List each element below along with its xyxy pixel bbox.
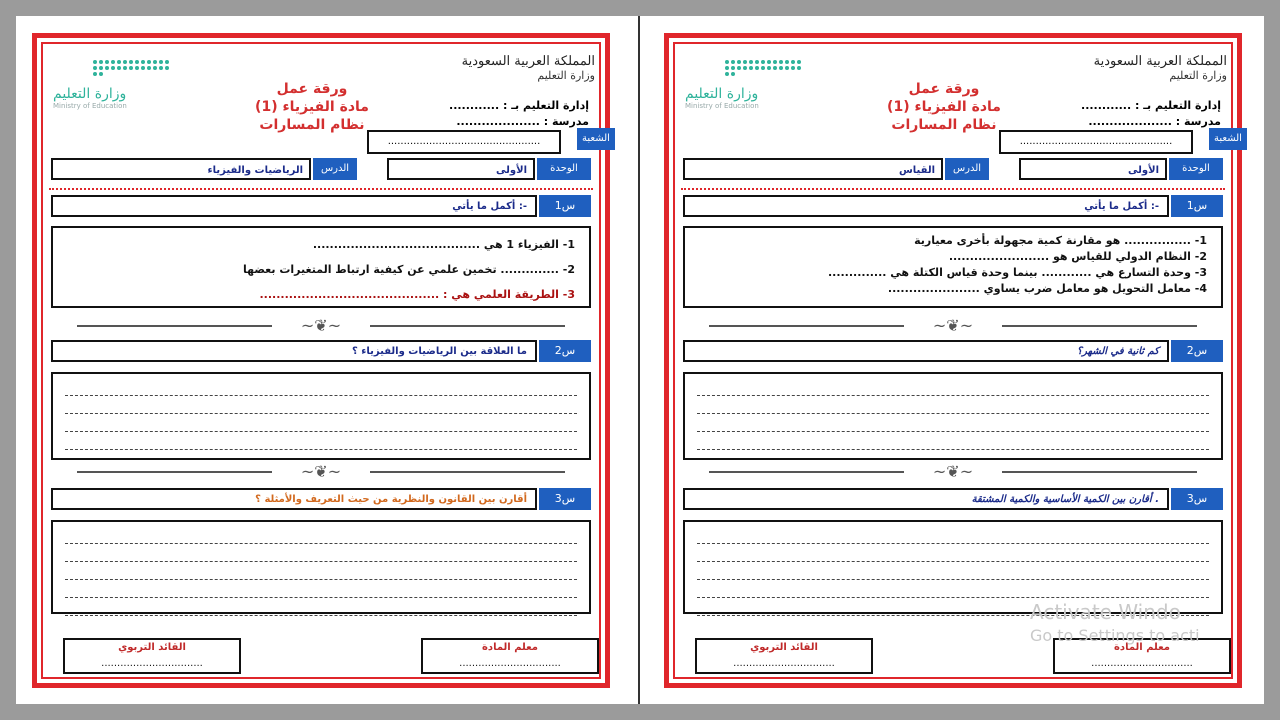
title-line-3: نظام المسارات: [259, 117, 365, 133]
answer-2-box[interactable]: [51, 372, 591, 460]
admin-info: [1081, 98, 1221, 130]
section-tab: الشعبة: [577, 128, 615, 150]
kingdom-text: المملكة العربية السعودية: [461, 54, 595, 69]
leader-label: القائد التربوي: [750, 642, 818, 653]
question-2-number: س2: [539, 340, 591, 362]
admin-info: [449, 98, 589, 130]
question-1-text: أكمل ما يأتي :-: [51, 195, 537, 217]
header-kingdom: [1094, 54, 1227, 82]
teacher-dots: ................................: [1091, 658, 1193, 669]
question-3-text: أقارن بين الكمية الأساسية والكمية المشتقة .: [683, 488, 1169, 510]
question-1-text: أكمل ما يأتي :-: [683, 195, 1169, 217]
logo-text-en: Ministry of Education: [685, 102, 759, 110]
leader-label: القائد التربوي: [118, 642, 186, 653]
ornament-icon: ~❦~: [300, 462, 342, 481]
leader-dots: ................................: [733, 658, 835, 669]
logo-text-ar: وزارة التعليم: [53, 86, 127, 102]
question-2-row: [683, 340, 1223, 364]
q1-item-2: 2- النظام الدولي للقياس هو ........................: [948, 250, 1207, 263]
question-3-number: س3: [539, 488, 591, 510]
title-line-1: ورقة عمل: [908, 81, 980, 97]
answer-3-box[interactable]: [51, 520, 591, 614]
header-kingdom: [462, 54, 595, 82]
q1-item-1: 1- الفيزياء 1 هي ........................................: [312, 238, 575, 251]
ministry-text: وزارة التعليم: [537, 69, 595, 82]
worksheet-left: [32, 33, 610, 688]
ornament-icon: ~❦~: [932, 462, 974, 481]
title-line-1: ورقة عمل: [276, 81, 348, 97]
leader-dots: ................................: [101, 658, 203, 669]
leader-signature: [695, 638, 873, 674]
lesson-label: الدرس: [313, 158, 357, 180]
name-field[interactable]: ................................................: [367, 130, 561, 154]
admin-line: إدارة التعليم بـ : ............: [449, 99, 589, 112]
ministry-logo: [685, 60, 815, 110]
title-line-3: نظام المسارات: [891, 117, 997, 133]
dotted-separator: [681, 188, 1225, 190]
question-2-row: [51, 340, 591, 364]
question-3-text: أقارن بين القانون والنظرية من حيث التعريف والأمثلة ؟: [51, 488, 537, 510]
leader-signature: [63, 638, 241, 674]
ministry-text: وزارة التعليم: [1169, 69, 1227, 82]
question-3-row: [51, 488, 591, 512]
question-1-box: [683, 226, 1223, 308]
ornament-divider: [709, 316, 1197, 336]
q1-item-3: 3- الطريقة العلمي هي : ...........................................: [259, 288, 575, 301]
unit-row: [683, 158, 1223, 184]
logo-text-ar: وزارة التعليم: [685, 86, 759, 102]
answer-2-box[interactable]: [683, 372, 1223, 460]
question-2-text: كم ثانية في الشهر؟: [683, 340, 1169, 362]
ornament-divider: [77, 462, 565, 482]
worksheet-right: [664, 33, 1242, 688]
school-line: مدرسة : ....................: [456, 115, 589, 128]
q1-item-4: 4- معامل التحويل هو معامل ضرب يساوي ......................: [887, 282, 1207, 295]
unit-label: الوحدة: [537, 158, 591, 180]
lesson-label: الدرس: [945, 158, 989, 180]
unit-row: [51, 158, 591, 184]
question-2-number: س2: [1171, 340, 1223, 362]
q1-item-3: 3- وحدة التسارع هي ............ بينما وحدة قياس الكتلة هي ..............: [827, 266, 1207, 279]
q1-item-1: 1- ................ هو مقارنة كمية مجهولة بأخرى معيارية: [914, 234, 1207, 247]
lesson-value: القياس: [683, 158, 943, 180]
lesson-value: الرياضيات والفيزياء: [51, 158, 311, 180]
question-1-row: [51, 195, 591, 219]
unit-value: الأولى: [387, 158, 535, 180]
name-field[interactable]: ................................................: [999, 130, 1193, 154]
teacher-dots: ................................: [459, 658, 561, 669]
logo-dots-icon: [93, 60, 173, 76]
unit-label: الوحدة: [1169, 158, 1223, 180]
ornament-divider: [709, 462, 1197, 482]
unit-value: الأولى: [1019, 158, 1167, 180]
question-1-number: س1: [1171, 195, 1223, 217]
logo-text-en: Ministry of Education: [53, 102, 127, 110]
watermark-line-1: Activate Windo: [1030, 600, 1181, 624]
page-divider: [638, 16, 640, 704]
admin-line: إدارة التعليم بـ : ............: [1081, 99, 1221, 112]
ornament-icon: ~❦~: [932, 316, 974, 335]
q1-item-2: 2- .............. تخمين علمي عن كيفية ارتباط المتغيرات بعضها: [242, 263, 575, 276]
question-1-number: س1: [539, 195, 591, 217]
title-line-2: مادة الفيزياء (1): [255, 99, 369, 115]
school-line: مدرسة : ....................: [1088, 115, 1221, 128]
ministry-logo: [53, 60, 183, 110]
question-1-row: [683, 195, 1223, 219]
watermark-line-2: Go to Settings to acti: [1030, 626, 1200, 645]
worksheet-title: [227, 80, 397, 134]
kingdom-text: المملكة العربية السعودية: [1093, 54, 1227, 69]
question-3-number: س3: [1171, 488, 1223, 510]
ornament-icon: ~❦~: [300, 316, 342, 335]
title-line-2: مادة الفيزياء (1): [887, 99, 1001, 115]
question-3-row: [683, 488, 1223, 512]
ornament-divider: [77, 316, 565, 336]
teacher-signature: [421, 638, 599, 674]
activation-watermark: [1030, 600, 1200, 648]
question-1-box: [51, 226, 591, 308]
logo-dots-icon: [725, 60, 805, 76]
worksheet-title: [859, 80, 1029, 134]
section-tab: الشعبة: [1209, 128, 1247, 150]
dotted-separator: [49, 188, 593, 190]
teacher-label: معلم المادة: [482, 642, 538, 653]
question-2-text: ما العلاقة بين الرياضيات والفيزياء ؟: [51, 340, 537, 362]
teacher-label: معلم المادة: [1114, 642, 1170, 653]
